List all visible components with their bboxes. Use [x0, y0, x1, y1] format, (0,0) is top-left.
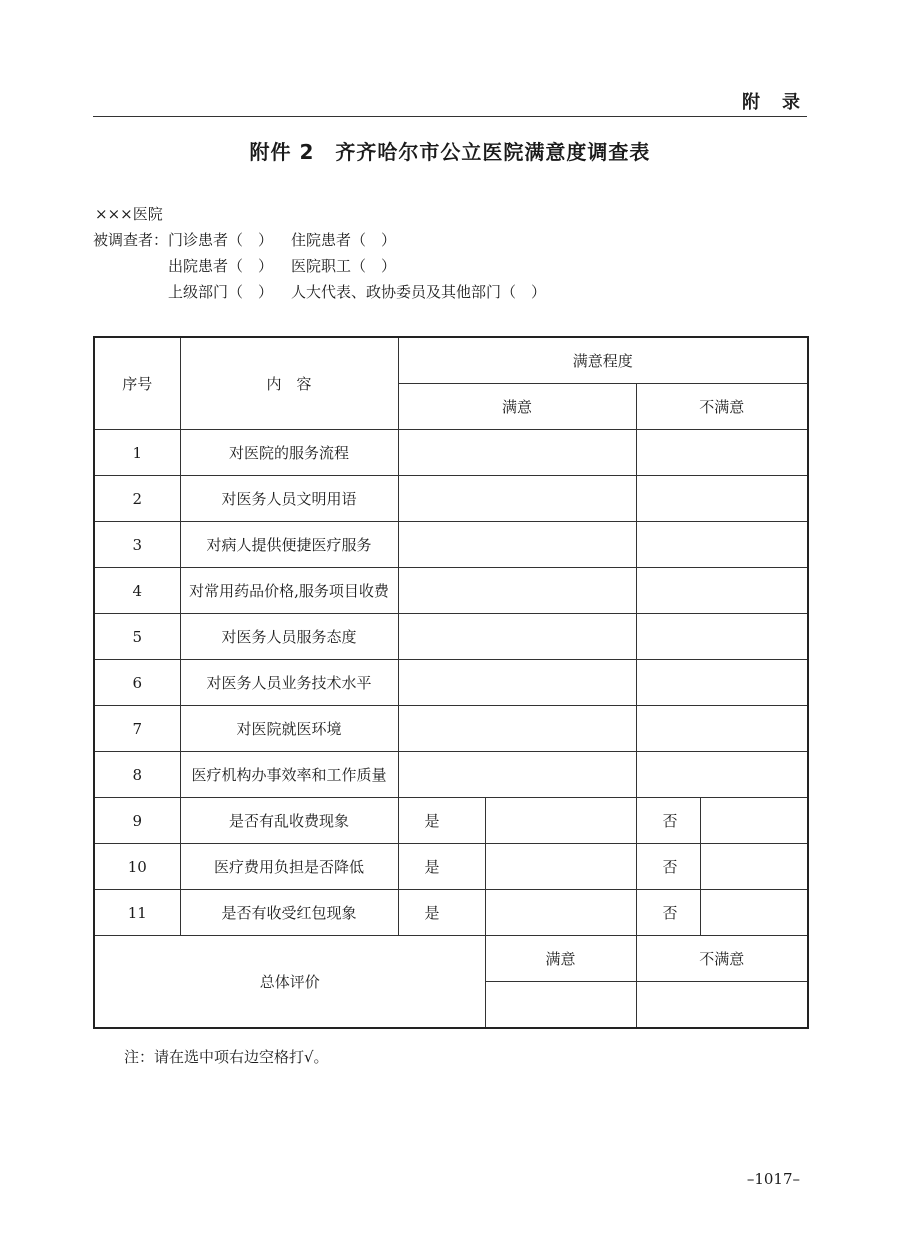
- header-satisfaction: 满意程度: [398, 337, 808, 384]
- overall-unsatisfied-header: 不满意: [636, 936, 808, 982]
- respondent-line-3: [168, 281, 546, 302]
- no-label: 否: [636, 844, 700, 890]
- row-content: 医疗机构办事效率和工作质量: [180, 752, 398, 798]
- overall-label: 总体评价: [94, 936, 485, 1029]
- row-number: 11: [94, 890, 180, 936]
- row-number: 1: [94, 430, 180, 476]
- unsatisfied-cell[interactable]: [636, 752, 808, 798]
- option-inpatient[interactable]: 住院患者（ ）: [291, 231, 397, 249]
- yes-label: 是: [398, 798, 485, 844]
- table-row: [94, 430, 808, 476]
- unsatisfied-cell[interactable]: [636, 706, 808, 752]
- row-content: 对医务人员文明用语: [180, 476, 398, 522]
- row-content: 是否有乱收费现象: [180, 798, 398, 844]
- table-row: [94, 522, 808, 568]
- row-content: 对医务人员服务态度: [180, 614, 398, 660]
- table-row: [94, 706, 808, 752]
- option-discharged[interactable]: 出院患者（ ）: [168, 257, 274, 275]
- no-check-cell[interactable]: [700, 798, 808, 844]
- row-number: 3: [94, 522, 180, 568]
- unsatisfied-cell[interactable]: [636, 660, 808, 706]
- yes-label: 是: [398, 890, 485, 936]
- row-number: 6: [94, 660, 180, 706]
- option-staff[interactable]: 医院职工（ ）: [291, 257, 397, 275]
- no-label: 否: [636, 890, 700, 936]
- overall-satisfied-header: 满意: [485, 936, 636, 982]
- page-number: –1017–: [746, 1170, 800, 1188]
- table-row: [94, 614, 808, 660]
- table-row: [94, 844, 808, 890]
- footnote: 注：请在选中项右边空格打√。: [124, 1048, 329, 1066]
- satisfied-cell[interactable]: [398, 614, 636, 660]
- unsatisfied-cell[interactable]: [636, 430, 808, 476]
- row-content: 对常用药品价格,服务项目收费: [180, 568, 398, 614]
- table-row: [94, 568, 808, 614]
- overall-row: [94, 936, 808, 982]
- running-head: 附录: [742, 92, 822, 113]
- table-row: [94, 660, 808, 706]
- row-number: 8: [94, 752, 180, 798]
- header-content: 内 容: [180, 337, 398, 430]
- row-number: 9: [94, 798, 180, 844]
- row-content: 对医院就医环境: [180, 706, 398, 752]
- row-number: 7: [94, 706, 180, 752]
- option-congress-other[interactable]: 人大代表、政协委员及其他部门（ ）: [291, 283, 547, 301]
- respondent-line-2: [168, 255, 396, 276]
- page-title: 附件 2 齐齐哈尔市公立医院满意度调查表: [249, 140, 651, 164]
- respondent-label: 被调查者：: [93, 231, 169, 249]
- satisfied-cell[interactable]: [398, 706, 636, 752]
- option-superior-dept[interactable]: 上级部门（ ）: [168, 283, 274, 301]
- unsatisfied-cell[interactable]: [636, 522, 808, 568]
- yes-check-cell[interactable]: [485, 798, 636, 844]
- unsatisfied-cell[interactable]: [636, 568, 808, 614]
- row-number: 5: [94, 614, 180, 660]
- header-unsatisfied: 不满意: [636, 384, 808, 430]
- satisfied-cell[interactable]: [398, 660, 636, 706]
- row-number: 4: [94, 568, 180, 614]
- overall-unsatisfied-cell[interactable]: [636, 982, 808, 1029]
- row-content: 是否有收受红包现象: [180, 890, 398, 936]
- satisfied-cell[interactable]: [398, 522, 636, 568]
- respondent-line-1: [93, 229, 396, 250]
- yes-label: 是: [398, 844, 485, 890]
- header-row: [94, 337, 808, 384]
- table-row: [94, 752, 808, 798]
- overall-satisfied-cell[interactable]: [485, 982, 636, 1029]
- header-satisfied: 满意: [398, 384, 636, 430]
- row-content: 对病人提供便捷医疗服务: [180, 522, 398, 568]
- yes-check-cell[interactable]: [485, 890, 636, 936]
- header-rule: [93, 116, 807, 117]
- no-label: 否: [636, 798, 700, 844]
- no-check-cell[interactable]: [700, 844, 808, 890]
- satisfied-cell[interactable]: [398, 430, 636, 476]
- satisfied-cell[interactable]: [398, 752, 636, 798]
- satisfied-cell[interactable]: [398, 568, 636, 614]
- header-no: 序号: [94, 337, 180, 430]
- row-number: 10: [94, 844, 180, 890]
- row-content: 对医院的服务流程: [180, 430, 398, 476]
- hospital-name: ×××医院: [95, 205, 163, 223]
- table-row: [94, 798, 808, 844]
- satisfied-cell[interactable]: [398, 476, 636, 522]
- yes-check-cell[interactable]: [485, 844, 636, 890]
- table-row: [94, 476, 808, 522]
- unsatisfied-cell[interactable]: [636, 614, 808, 660]
- unsatisfied-cell[interactable]: [636, 476, 808, 522]
- survey-table: [93, 336, 809, 1029]
- no-check-cell[interactable]: [700, 890, 808, 936]
- table-row: [94, 890, 808, 936]
- option-outpatient[interactable]: 门诊患者（ ）: [168, 231, 274, 249]
- row-number: 2: [94, 476, 180, 522]
- row-content: 对医务人员业务技术水平: [180, 660, 398, 706]
- row-content: 医疗费用负担是否降低: [180, 844, 398, 890]
